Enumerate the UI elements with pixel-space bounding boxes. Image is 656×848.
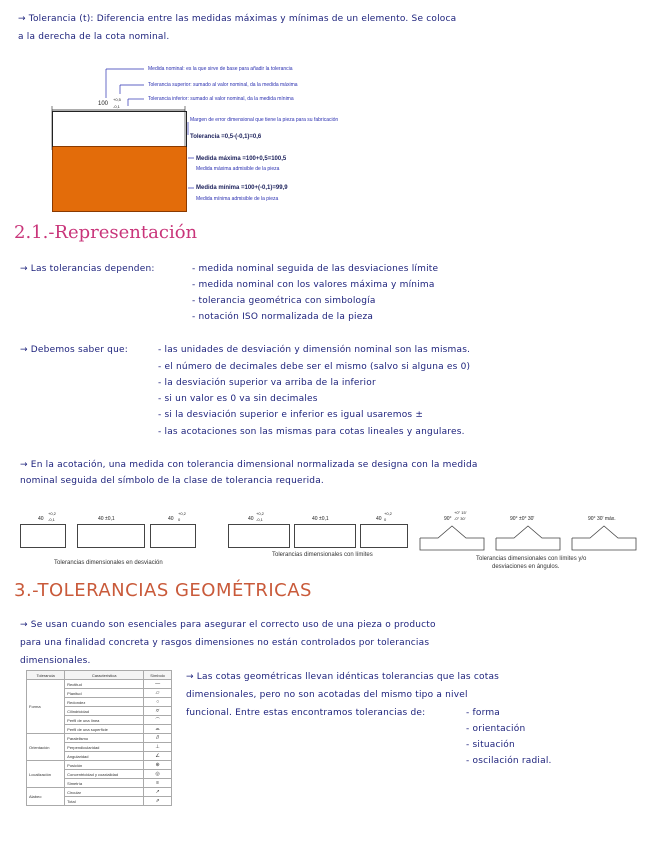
- dev-lower: -0,1: [113, 104, 120, 109]
- group-name: Orientación: [27, 734, 65, 761]
- a1-low: -0° 30': [454, 516, 466, 521]
- perpendicularidad-icon: ⊥: [144, 743, 172, 752]
- p2-item-6: - las acotaciones son las mismas para cotas lineales y angulares.: [158, 427, 465, 437]
- char-cell: Cilindricidad: [65, 707, 144, 716]
- cilindricidad-icon: ⌭: [144, 707, 172, 716]
- tolerance-calc: Tolerancia =0,5-(-0,1)=0,6: [190, 134, 262, 140]
- d3-value: 40: [168, 516, 174, 522]
- max-note: Medida máxima admisible de la pieza: [196, 166, 280, 172]
- group-name: Alabeo: [27, 788, 65, 806]
- orange-part: [52, 146, 187, 212]
- label-nominal: Medida nominal: es la que sirve de base para añadir la tolerancia: [148, 66, 293, 72]
- d5-value: 40 ±0,1: [312, 516, 329, 522]
- d6-value: 40: [376, 516, 382, 522]
- dim-box-2: [77, 524, 145, 548]
- s3-p2-line-3: funcional. Entre estas encontramos tolerancias de:: [186, 708, 426, 718]
- label-lower: Tolerancia inferior: sumado al valor nominal, da la medida mínima: [148, 96, 294, 102]
- s3-p1-line-3: dimensionales.: [20, 656, 91, 666]
- p2-item-5: - si la desviación superior e inferior es igual usaremos ±: [158, 410, 424, 420]
- group-name: Localización: [27, 761, 65, 788]
- d6-low: 0: [384, 517, 387, 522]
- a3-value: 90° 30' máx.: [588, 516, 616, 522]
- margin-note: Margen de error dimensional que tiene la pieza para su fabricación: [190, 117, 339, 123]
- p2-item-1: - las unidades de desviación y dimensión nominal son las mismas.: [158, 345, 471, 355]
- d4-low: -0,1: [256, 517, 263, 522]
- char-cell: Concentricidad y coaxialidad: [65, 770, 144, 779]
- intro-line-1: → Tolerancia (t): Diferencia entre las medidas máximas y mínimas de un elemento. Se coloca: [18, 14, 457, 24]
- table-row: [27, 734, 172, 743]
- group-name: Forma: [27, 680, 65, 734]
- char-cell: Simetría: [65, 779, 144, 788]
- char-cell: Perpendicularidad: [65, 743, 144, 752]
- caption-angles-1: Tolerancias dimensionales con límites y/o: [476, 556, 587, 562]
- concentricidad-icon: ◎: [144, 770, 172, 779]
- table-row: [27, 761, 172, 770]
- th-tolerance: Tolerancia: [27, 671, 65, 680]
- p2-lead: → Debemos saber que:: [20, 345, 128, 355]
- th-symbol: Símbolo: [144, 671, 172, 680]
- char-cell: Perfil de una línea: [65, 716, 144, 725]
- simetria-icon: ≡: [144, 779, 172, 788]
- s3-p2-item-2: - orientación: [466, 724, 526, 734]
- caption-angles-2: desviaciones en ángulos.: [492, 564, 560, 570]
- p1-item-3: - tolerancia geométrica con simbología: [192, 296, 376, 306]
- table-row: [27, 680, 172, 689]
- d1-low: -0,1: [48, 517, 55, 522]
- d2-value: 40 ±0,1: [98, 516, 115, 522]
- s3-p2-item-4: - oscilación radial.: [466, 756, 552, 766]
- line-profile-icon: ⌒: [144, 716, 172, 725]
- redondez-icon: ○: [144, 698, 172, 707]
- posicion-icon: ⊕: [144, 761, 172, 770]
- char-cell: Paralelismo: [65, 734, 144, 743]
- d3-up: +0,2: [178, 511, 186, 516]
- dim-box-4: [228, 524, 290, 548]
- surface-profile-icon: ⌓: [144, 725, 172, 734]
- d3-low: 0: [178, 517, 181, 522]
- char-cell: Total: [65, 797, 144, 806]
- p1-item-1: - medida nominal seguida de las desviaciones límite: [192, 264, 439, 274]
- max-calc: Medida máxima =100+0,5=100,5: [196, 156, 287, 162]
- label-upper: Tolerancia superior: sumado al valor nominal, da la medida máxima: [148, 82, 298, 88]
- s3-p2-item-1: - forma: [466, 708, 501, 718]
- a1-value: 90°: [444, 516, 452, 522]
- dim-box-1: [20, 524, 66, 548]
- min-note: Medida mínima admisible de la pieza: [196, 196, 279, 202]
- circular-runout-icon: ↗: [144, 788, 172, 797]
- intro-line-2: a la derecha de la cota nominal.: [18, 32, 170, 42]
- s3-p2-line-2: dimensionales, pero no son acotadas del mismo tipo a nivel: [186, 690, 468, 700]
- p3-line-1: → En la acotación, una medida con tolerancia dimensional normalizada se designa con la medida: [20, 460, 478, 470]
- dim-box-6: [360, 524, 408, 548]
- p1-item-2: - medida nominal con los valores máxima y mínima: [192, 280, 435, 290]
- d1-up: +0,2: [48, 511, 56, 516]
- d6-up: +0,2: [384, 511, 392, 516]
- planitud-icon: ▱: [144, 689, 172, 698]
- geometric-tolerance-table: [26, 670, 172, 806]
- s3-p2-item-3: - situación: [466, 740, 515, 750]
- a2-value: 90° ±0° 30': [510, 516, 535, 522]
- char-cell: Planitud: [65, 689, 144, 698]
- s3-p1-line-1: → Se usan cuando son esenciales para asegurar el correcto uso de una pieza o producto: [20, 620, 436, 630]
- char-cell: Circular: [65, 788, 144, 797]
- s3-p1-line-2: para una finalidad concreta y rasgos dimensiones no están controlados por tolerancias: [20, 638, 430, 648]
- th-characteristic: Característica: [65, 671, 144, 680]
- p2-item-4: - si un valor es 0 va sin decimales: [158, 394, 318, 404]
- caption-limits: Tolerancias dimensionales con límites: [272, 552, 373, 558]
- rectitud-icon: —: [144, 680, 172, 689]
- d4-value: 40: [248, 516, 254, 522]
- p3-line-2: nominal seguida del símbolo de la clase de tolerancia requerida.: [20, 476, 324, 486]
- section-3-title: 3.-TOLERANCIAS GEOMÉTRICAS: [14, 580, 312, 601]
- table-row: [27, 788, 172, 797]
- dim-box-3: [150, 524, 196, 548]
- total-runout-icon: ⇗: [144, 797, 172, 806]
- char-cell: Posición: [65, 761, 144, 770]
- char-cell: Rectitud: [65, 680, 144, 689]
- dev-upper: +0,5: [113, 97, 121, 102]
- d4-up: +0,2: [256, 511, 264, 516]
- char-cell: Angularidad: [65, 752, 144, 761]
- s3-p2-line-1: → Las cotas geométricas llevan idénticas tolerancias que las cotas: [186, 672, 500, 682]
- char-cell: Redondez: [65, 698, 144, 707]
- section-2-1-title: 2.1.-Representación: [14, 222, 198, 243]
- p1-lead: → Las tolerancias dependen:: [20, 264, 155, 274]
- char-cell: Perfil de una superficie: [65, 725, 144, 734]
- min-calc: Medida mínima =100+(-0,1)=99,9: [196, 185, 288, 191]
- part-top-outline: [52, 111, 187, 147]
- angularidad-icon: ∠: [144, 752, 172, 761]
- p2-item-3: - la desviación superior va arriba de la inferior: [158, 378, 376, 388]
- dim-box-5: [294, 524, 356, 548]
- p2-item-2: - el número de decimales debe ser el mismo (salvo si alguna es 0): [158, 362, 471, 372]
- p1-item-4: - notación ISO normalizada de la pieza: [192, 312, 374, 322]
- a1-up: +0° 15': [454, 510, 467, 515]
- caption-deviation: Tolerancias dimensionales en desviación: [54, 560, 163, 566]
- nominal-value: 100: [98, 101, 109, 107]
- paralelismo-icon: //: [144, 734, 172, 743]
- d1-value: 40: [38, 516, 44, 522]
